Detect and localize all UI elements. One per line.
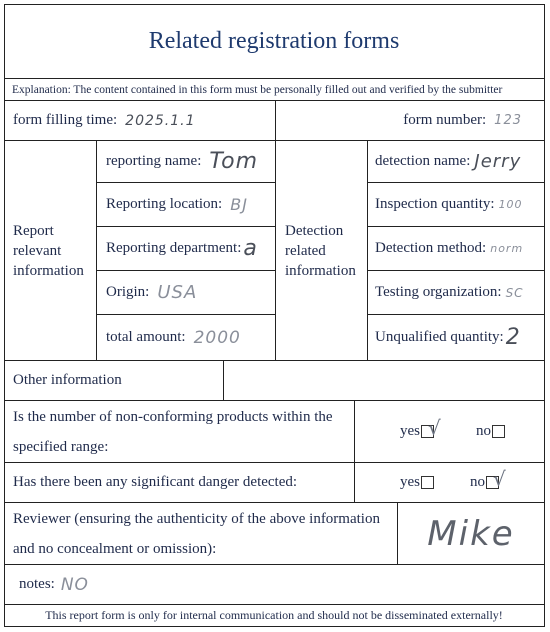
reporting-department-label: Reporting department:: [106, 240, 242, 256]
reporting-department-value[interactable]: a: [243, 236, 258, 261]
q2-yes-checkbox[interactable]: [421, 476, 434, 489]
q2-no-checkbox[interactable]: [486, 467, 506, 491]
report-field-row: [97, 141, 276, 183]
report-field-row: [97, 271, 276, 315]
title-text: Related registration forms: [148, 27, 400, 54]
footer-row: [4, 605, 545, 627]
testing-organization-label: Testing organization:: [375, 284, 502, 300]
reporting-location-value[interactable]: BJ: [230, 195, 248, 214]
q2-no-label: no: [470, 474, 485, 490]
origin-label: Origin:: [106, 284, 150, 300]
other-information-label: Other information: [13, 372, 122, 388]
q1-yes-label: yes: [400, 423, 420, 439]
notes-label: notes:: [19, 576, 55, 592]
form-number-cell: [276, 101, 545, 141]
registration-form: [4, 4, 545, 627]
reporting-name-label: reporting name:: [106, 153, 202, 169]
reviewer-signature: Mike: [427, 513, 515, 554]
question1-options: [355, 401, 545, 463]
form-filling-time-cell: [4, 101, 276, 141]
question2-text: Has there been any significant danger detected:: [13, 474, 298, 490]
notes-cell: [4, 565, 545, 605]
form-number-label: form number:: [403, 112, 487, 128]
report-section-label-text: Report relevant information: [13, 222, 84, 279]
form-number-value[interactable]: 123: [494, 113, 522, 128]
question1-cell: [4, 401, 355, 463]
q1-yes-checkbox[interactable]: [421, 416, 441, 440]
inspection-quantity-label: Inspection quantity:: [375, 196, 495, 212]
footer-text: This report form is only for internal communication and should not be disseminated externally!: [45, 608, 503, 622]
detection-method-value[interactable]: norm: [490, 242, 524, 255]
total-amount-label: total amount:: [106, 329, 186, 345]
check-mark-icon: √: [428, 416, 441, 440]
reviewer-signature-cell[interactable]: [398, 503, 545, 565]
detection-section-label-text: Detection related information: [285, 222, 356, 279]
reporting-name-value[interactable]: Tom: [209, 149, 259, 174]
unqualified-quantity-label: Unqualified quantity:: [375, 329, 504, 345]
q1-no-checkbox[interactable]: [492, 425, 505, 438]
question2-options: [355, 463, 545, 503]
reporting-location-label: Reporting location:: [106, 196, 223, 212]
q2-yes-label: yes: [400, 474, 420, 490]
detection-section-label: [276, 141, 368, 361]
detection-field-row: [368, 315, 545, 361]
detection-field-row: [368, 141, 545, 183]
detection-method-label: Detection method:: [375, 240, 487, 256]
q1-no-label: no: [476, 423, 491, 439]
detection-name-value[interactable]: Jerry: [474, 151, 522, 172]
inspection-quantity-value[interactable]: 100: [498, 198, 523, 211]
report-field-row: [97, 183, 276, 227]
testing-organization-value[interactable]: SC: [505, 285, 524, 300]
question2-cell: [4, 463, 355, 503]
origin-value[interactable]: USA: [157, 282, 198, 303]
form-filling-time-value[interactable]: 2025.1.1: [125, 112, 196, 129]
report-section-label: [4, 141, 97, 361]
explanation-row: [4, 79, 545, 101]
report-field-row: [97, 227, 276, 271]
form-filling-time-label: form filling time:: [13, 112, 118, 128]
notes-value[interactable]: NO: [60, 574, 89, 595]
detection-field-row: [368, 271, 545, 315]
other-information-cell: [4, 361, 224, 401]
explanation-text: Explanation: The content contained in this form must be personally filled out and verified by the submitter: [12, 83, 503, 96]
question1-text: Is the number of non-conforming products within the specified range:: [13, 408, 333, 455]
check-mark-icon: √: [493, 467, 506, 491]
reviewer-cell: [4, 503, 398, 565]
form-title: [4, 4, 545, 79]
detection-field-row: [368, 227, 545, 271]
report-field-row: [97, 315, 276, 361]
total-amount-value[interactable]: 2000: [193, 327, 241, 348]
detection-field-row: [368, 183, 545, 227]
other-information-value-cell[interactable]: [224, 361, 545, 401]
detection-name-label: detection name:: [375, 153, 471, 169]
unqualified-quantity-value[interactable]: 2: [505, 325, 521, 350]
reviewer-label: Reviewer (ensuring the authenticity of the above information and no concealment or omission):: [13, 510, 380, 557]
